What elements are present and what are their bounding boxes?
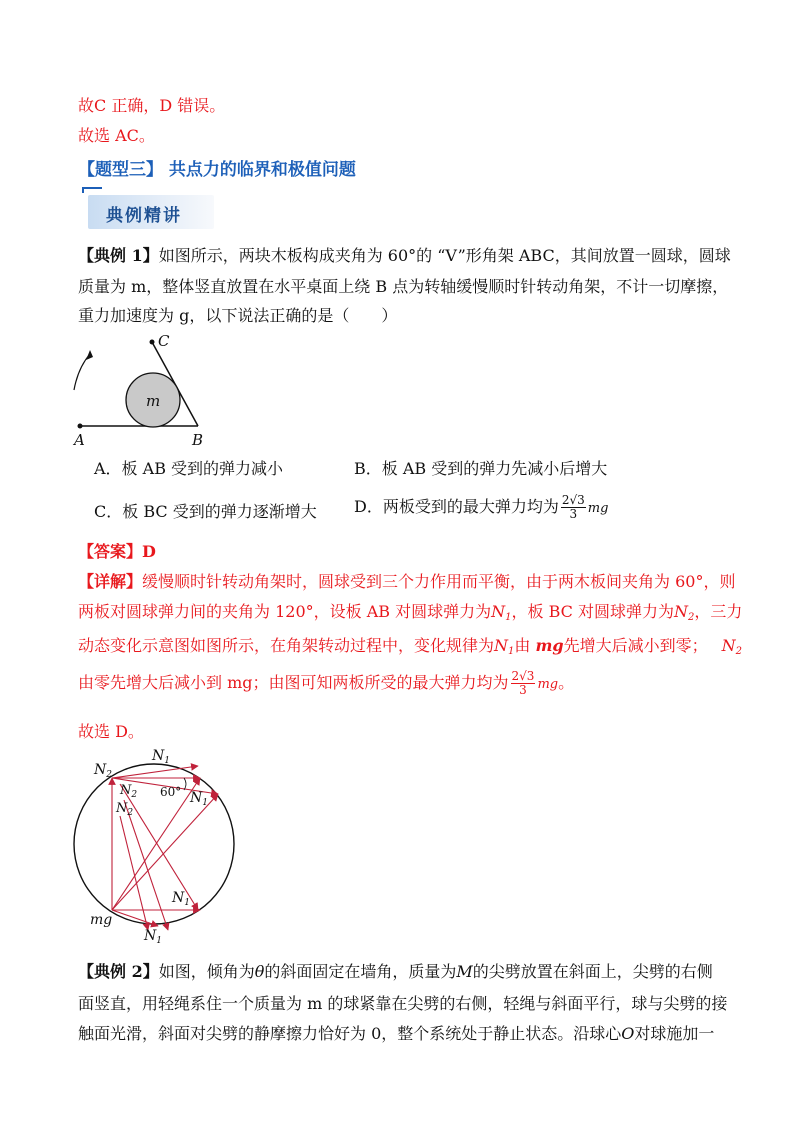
detail-text4a: 由零先增大后减小到 mg；由图可知两板所受的最大弹力均为	[78, 673, 509, 692]
n2-symbol	[674, 602, 694, 621]
n2-letter-2: N	[721, 636, 736, 655]
option-c[interactable]: C．板 BC 受到的弹力逐渐增大	[94, 502, 317, 521]
point-a-dot	[78, 424, 83, 429]
mg-label: mg	[90, 912, 113, 928]
n1-label-bottom: $N_1$	[144, 928, 162, 944]
choose-line: 故选 D。	[78, 722, 144, 741]
detail-text3a: 动态变化示意图如图所示，在角架转动过程中，变化规律为	[78, 636, 495, 655]
detail-text1: 缓慢顺时针转动角架时，圆球受到三个力作用而平衡，由于两木板间夹角为 60°，则	[142, 572, 736, 591]
n1-symbol	[491, 602, 511, 621]
badge-label: 典例精讲	[106, 206, 182, 226]
angle-label: 60°	[160, 785, 182, 799]
detail-denominator: 3	[519, 683, 527, 697]
center-o-symbol: O	[621, 1024, 635, 1043]
example2-text3: 触面光滑，斜面对尖劈的静摩擦力恰好为 0，整个系统处于静止状态。沿球心	[78, 1024, 622, 1043]
example1-stem-line1	[78, 244, 731, 268]
label-a: A	[74, 431, 85, 448]
option-d[interactable]	[354, 494, 608, 521]
example2-text1c: 的尖劈放置在斜面上，尖劈的右侧	[472, 962, 713, 981]
force-circle-diagram	[72, 744, 242, 944]
detail-numerator: 2√3	[511, 669, 535, 683]
label-m: m	[146, 392, 161, 410]
n2-label-left: $N_2$	[94, 762, 112, 780]
example2-text3b: 对球施加一	[634, 1024, 715, 1043]
example-badge	[78, 187, 218, 235]
n1-letter-2: N	[494, 636, 509, 655]
detail-line4	[78, 670, 574, 697]
detail-line1	[78, 570, 735, 594]
example1-label: 【典例 1】	[78, 246, 159, 265]
diagonal-5	[120, 816, 148, 930]
example1-stem-text1: 如图所示，两块木板构成夹角为 60°的 “V”形角架 ABC，其间放置一圆球，圆球	[158, 246, 731, 265]
option-d-fraction	[561, 494, 586, 521]
mass-m-symbol: M	[456, 962, 473, 981]
theta-symbol: θ	[254, 962, 265, 981]
n2-subscript: 2	[687, 612, 695, 623]
rotation-arrow-head	[86, 350, 93, 360]
n1-label-right: $N_1$	[190, 790, 208, 808]
detail-label: 【详解】	[78, 572, 143, 591]
option-a[interactable]: A．板 AB 受到的弹力减小	[94, 459, 284, 478]
example2-text1b: 的斜面固定在墙角，质量为	[264, 962, 457, 981]
answer-text: 【答案】D	[78, 542, 156, 561]
option-d-text: D．两板受到的最大弹力均为	[354, 497, 559, 516]
n2-label-inner-2: $N_2$	[116, 801, 134, 818]
n1-symbol-2	[494, 636, 514, 655]
section-title: 【题型三】 共点力的临界和极值问题	[78, 160, 356, 180]
detail-line2	[78, 600, 742, 630]
previous-choice-line: 故选 AC。	[78, 126, 155, 145]
previous-answer-line: 故C 正确，D 错误。	[78, 96, 226, 115]
example2-line2: 面竖直，用轻绳系住一个质量为 m 的球紧靠在尖劈的右侧，轻绳与斜面平行，球与尖劈的接	[78, 994, 728, 1013]
n1-label-top: $N_1$	[152, 748, 170, 766]
n1-subscript: 1	[505, 612, 512, 623]
n2-letter: N	[673, 602, 688, 621]
label-c: C	[158, 332, 170, 350]
example2-text1a: 如图，倾角为	[158, 962, 255, 981]
bottom-chord-2	[112, 910, 158, 926]
n1-subscript-2: 1	[508, 646, 515, 657]
n1-label-lower: $N_1$	[172, 890, 190, 908]
label-b: B	[192, 431, 204, 448]
option-d-denominator: 3	[569, 507, 578, 521]
example1-stem-line2: 质量为 m，整体竖直放置在水平桌面上绕 B 点为转轴缓慢顺时针转动角架，不计一切摩擦，	[78, 277, 729, 296]
detail-text3b: 由	[514, 636, 531, 655]
example1-stem-line3: 重力加速度为 g，以下说法正确的是（ ）	[78, 306, 398, 325]
option-d-unit: mg	[587, 501, 609, 516]
n2-symbol-2	[722, 636, 742, 655]
point-c-dot	[150, 340, 155, 345]
detail-text2b: ，板 BC 对圆球弹力为	[511, 602, 674, 621]
example2-label: 【典例 2】	[78, 962, 159, 981]
mg-term: mg	[535, 636, 564, 655]
option-d-numerator: 2√3	[561, 493, 585, 507]
detail-period: 。	[558, 673, 575, 692]
detail-mg: mg	[537, 677, 559, 692]
example2-line3	[78, 1022, 714, 1046]
angle-arc	[184, 778, 186, 790]
diagonal-3	[120, 784, 198, 910]
n1-top-vector	[112, 766, 198, 778]
answer-line	[78, 540, 156, 564]
detail-text2a: 两板对圆球弹力间的夹角为 120°，设板 AB 对圆球弹力为	[78, 602, 492, 621]
n2-label-inner-1: $N_2$	[120, 783, 138, 800]
v-frame-figure	[60, 330, 230, 448]
badge-corner-mark	[82, 187, 102, 193]
example2-line1	[78, 960, 713, 984]
detail-line3	[78, 634, 742, 664]
rotation-arrow	[74, 354, 90, 390]
detail-text2c: ，三力	[694, 602, 743, 621]
detail-fraction	[511, 670, 536, 697]
detail-text3d: 先增大后减小到零；	[563, 636, 708, 655]
force-circle	[74, 764, 234, 924]
n2-subscript-2: 2	[735, 646, 743, 657]
n1-letter: N	[491, 602, 506, 621]
option-b[interactable]: B．板 AB 受到的弹力先减小后增大	[354, 459, 608, 478]
